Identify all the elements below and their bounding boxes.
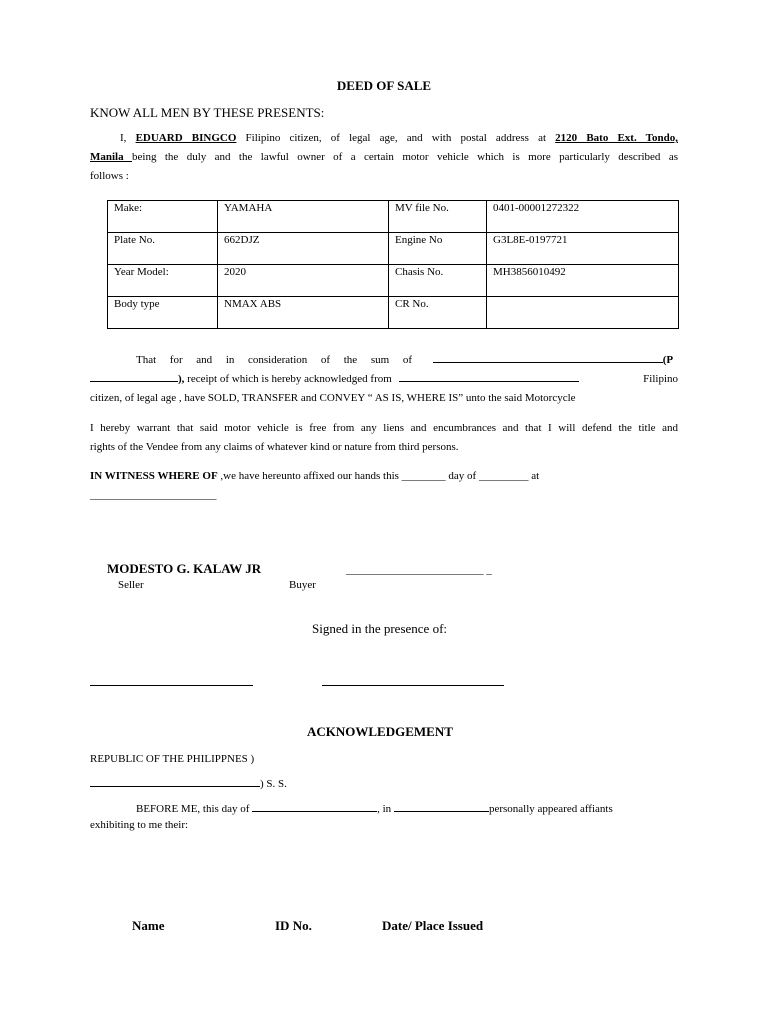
intro-line-3: follows : (90, 170, 129, 182)
header-date-place: Date/ Place Issued (382, 918, 484, 933)
address-part-1: 2120 Bato Ext. Tondo, (555, 132, 678, 144)
witness-heading: IN WITNESS WHERE OF (90, 470, 218, 482)
table-row (108, 233, 679, 265)
buyer-signature-blank: _________________________ _ (346, 564, 492, 576)
month-blank: _________ (478, 470, 529, 482)
table-cell: 2020 (218, 265, 389, 297)
seller-signature-name: MODESTO G. KALAW JR (107, 561, 262, 576)
warranty-line-1: I hereby warrant that said motor vehicle is free from any liens and encumbrances and that I will defend the title and (90, 422, 678, 434)
witness-text-1: ,we have hereunto affixed our hands this (217, 470, 402, 482)
signed-presence-text: Signed in the presence of: (312, 621, 448, 636)
before-me-text-a: BEFORE ME, this day of (136, 803, 253, 815)
before-me-text-c: personally appeared affiants (488, 803, 613, 815)
city-blank (90, 775, 260, 787)
intro-line2-rest: being the duly and the lawful owner of a certain motor vehicle which is more particularly described as (132, 151, 678, 163)
ss-line (90, 775, 287, 794)
witness-2-signature-line (322, 685, 504, 686)
table-row (108, 201, 679, 233)
before-me-line-2: exhibiting to me their: (90, 819, 189, 831)
consideration-line-2 (90, 370, 680, 389)
intro-pre: I, (120, 132, 136, 144)
know-all-heading: KNOW ALL MEN BY THESE PRESENTS: (90, 105, 325, 120)
header-id-no: ID No. (275, 918, 312, 933)
consideration-line-1 (90, 351, 680, 370)
intro-line-1 (90, 129, 678, 148)
document-title: DEED OF SALE (336, 78, 432, 93)
table-cell: CR No. (389, 297, 487, 329)
place-blank: _______________________ (90, 489, 217, 501)
table-cell: Plate No. (108, 233, 218, 265)
seller-name-intro: EDUARD BINGCO (135, 132, 237, 144)
header-name: Name (132, 918, 165, 933)
date-blank (252, 800, 377, 812)
table-cell: YAMAHA (218, 201, 389, 233)
consideration-paren-open: (P (662, 354, 674, 366)
before-me-text-b: , in (377, 803, 394, 815)
amount-figure-blank (90, 370, 178, 382)
amount-words-blank (433, 351, 663, 363)
table-row (108, 265, 679, 297)
table-cell: MH3856010492 (487, 265, 679, 297)
seller-label: Seller (118, 579, 144, 591)
acknowledgement-heading: ACKNOWLEDGEMENT (307, 724, 453, 739)
table-cell: NMAX ABS (218, 297, 389, 329)
witness-line (90, 467, 539, 486)
consideration-filipino: Filipino (643, 373, 678, 385)
day-blank: ________ (401, 470, 446, 482)
location-blank (394, 800, 489, 812)
witness-1-signature-line (90, 685, 253, 686)
intro-mid: Filipino citizen, of legal age, and with postal address at (236, 132, 556, 144)
witness-text-2: day of (445, 470, 479, 482)
table-cell: 0401-00001272322 (487, 201, 679, 233)
table-cell: G3L8E-0197721 (487, 233, 679, 265)
consideration-paren-close: ), (178, 373, 185, 385)
table-cell: 662DJZ (218, 233, 389, 265)
table-cell: MV file No. (389, 201, 487, 233)
table-cell (487, 297, 679, 329)
witness-text-3: at (528, 470, 540, 482)
buyer-label: Buyer (289, 579, 316, 591)
consideration-line-3: citizen, of legal age , have SOLD, TRANSFER and CONVEY “ AS IS, WHERE IS” unto the said Motorcycle (90, 392, 576, 404)
ss-text: ) S. S. (260, 778, 287, 790)
table-cell: Make: (108, 201, 218, 233)
buyer-name-blank (399, 370, 579, 382)
consideration-text-2: receipt of which is hereby acknowledged from (184, 373, 395, 385)
address-part-2: Manila (90, 151, 133, 163)
table-cell: Chasis No. (389, 265, 487, 297)
table-cell: Engine No (389, 233, 487, 265)
warranty-line-2: rights of the Vendee from any claims of whatever kind or nature from third persons. (90, 441, 459, 453)
consideration-text-1: That for and in consideration of the sum of (136, 354, 412, 366)
vehicle-details-table (107, 200, 679, 329)
table-row (108, 297, 679, 329)
intro-line-2 (90, 148, 678, 167)
table-cell: Body type (108, 297, 218, 329)
republic-line: REPUBLIC OF THE PHILIPPNES ) (90, 753, 255, 765)
table-cell: Year Model: (108, 265, 218, 297)
